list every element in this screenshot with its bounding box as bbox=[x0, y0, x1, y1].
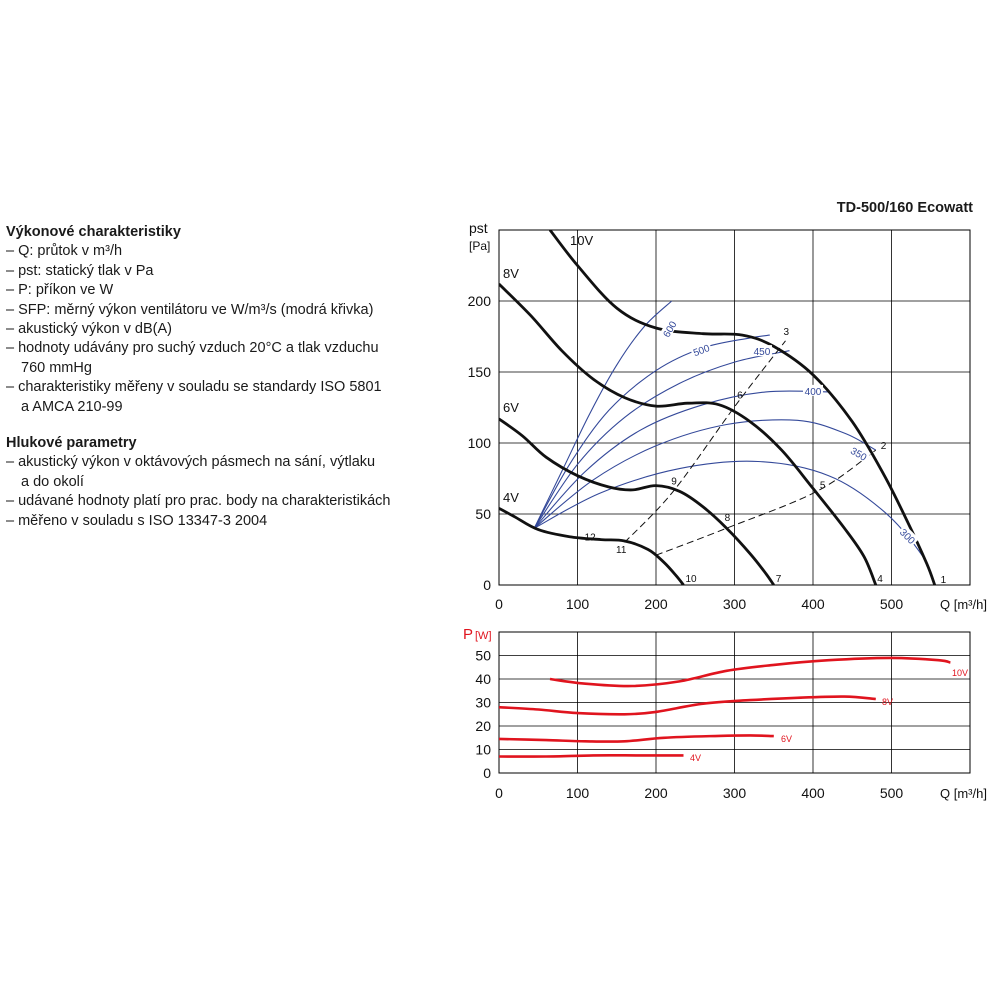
list-item: – SFP: měrný výkon ventilátoru ve W/m³/s (modrá křivka) bbox=[6, 301, 374, 318]
operating-point-label: 3 bbox=[783, 326, 790, 338]
power-curve-label: 4V bbox=[690, 753, 702, 763]
y-tick-label: 40 bbox=[475, 671, 491, 687]
power-curve-10V bbox=[550, 658, 950, 686]
sfp-label: 600 bbox=[661, 319, 680, 340]
list-item: – Q: průtok v m³/h bbox=[6, 243, 123, 260]
x-tick-label: 0 bbox=[495, 596, 503, 612]
x-tick-label: 400 bbox=[801, 785, 825, 801]
operating-point-label: 6 bbox=[737, 390, 743, 402]
operating-point-label: 4 bbox=[877, 574, 883, 585]
x-tick-label: 100 bbox=[565, 596, 590, 612]
x-tick-label: 400 bbox=[801, 596, 825, 612]
y-axis-unit: [W] bbox=[475, 630, 492, 642]
sfp-curve bbox=[534, 351, 789, 529]
x-tick-label: 300 bbox=[722, 596, 747, 612]
operating-point-label: 1 bbox=[940, 575, 947, 586]
list-item: – P: příkon ve W bbox=[6, 282, 114, 299]
list-item: a do okolí bbox=[21, 473, 84, 490]
sfp-curve bbox=[534, 301, 671, 528]
list-item: – pst: statický tlak v Pa bbox=[6, 262, 154, 279]
sfp-label: 450 bbox=[753, 347, 771, 359]
section-noise-title: Hlukové parametry bbox=[6, 435, 137, 452]
y-axis-label: P bbox=[463, 626, 474, 643]
top-curves-group bbox=[499, 230, 935, 585]
curve-voltage-label: 10V bbox=[570, 233, 594, 248]
list-item: – udávané hodnoty platí pro prac. body na charakteristikách bbox=[6, 493, 391, 510]
operating-point-label: 2 bbox=[880, 441, 887, 453]
operating-point-label: 8 bbox=[724, 513, 731, 525]
list-item: – charakteristiky měřeny v souladu se standardy ISO 5801 bbox=[6, 379, 382, 396]
y-axis-unit: [Pa] bbox=[469, 239, 491, 253]
operating-point-label: 10 bbox=[685, 574, 697, 585]
y-tick-label: 50 bbox=[475, 506, 491, 522]
y-tick-label: 50 bbox=[475, 647, 491, 664]
y-tick-label: 0 bbox=[483, 577, 491, 593]
y-tick-label: 0 bbox=[483, 765, 491, 781]
list-item: – akustický výkon v dB(A) bbox=[6, 321, 172, 338]
y-axis-label: pst bbox=[469, 220, 488, 236]
chart-title: TD-500/160 Ecowatt bbox=[836, 200, 973, 216]
y-tick-label: 200 bbox=[467, 293, 491, 309]
list-item: – měřeno v souladu s ISO 13347-3 2004 bbox=[6, 512, 268, 529]
x-tick-label: 300 bbox=[722, 785, 747, 801]
fan-curve-10V bbox=[550, 230, 935, 585]
system-curve-dashed bbox=[656, 450, 876, 555]
sfp-label: 400 bbox=[804, 386, 822, 398]
list-item: a AMCA 210-99 bbox=[21, 398, 123, 415]
fan-curve-6V bbox=[499, 419, 774, 585]
section-performance-title: Výkonové charakteristiky bbox=[6, 224, 181, 240]
curve-voltage-label: 6V bbox=[503, 400, 519, 415]
x-tick-label: 0 bbox=[495, 785, 503, 801]
power-curve-label: 10V bbox=[952, 668, 969, 678]
y-tick-label: 100 bbox=[467, 435, 491, 451]
sfp-label: 350 bbox=[848, 445, 869, 464]
x-tick-label: 200 bbox=[644, 596, 668, 612]
x-axis-label: Q [m³/h] bbox=[940, 597, 987, 612]
x-tick-label: 200 bbox=[644, 785, 668, 801]
x-tick-label: 500 bbox=[879, 785, 904, 801]
system-curve-dashed bbox=[625, 341, 786, 543]
operating-point-label: 12 bbox=[584, 532, 596, 544]
sfp-label: 300 bbox=[897, 527, 917, 547]
list-item: – hodnoty udávány pro suchý vzduch 20°C a tlak vzduchu bbox=[6, 340, 379, 357]
y-tick-label: 20 bbox=[475, 718, 491, 734]
operating-point-label: 11 bbox=[616, 545, 627, 557]
power-curve-6V bbox=[499, 735, 774, 741]
sfp-curve bbox=[534, 391, 828, 528]
y-tick-label: 10 bbox=[475, 741, 491, 758]
x-tick-label: 100 bbox=[565, 785, 590, 801]
curve-voltage-label: 8V bbox=[503, 266, 519, 281]
sfp-label: 500 bbox=[691, 343, 712, 360]
power-curve-8V bbox=[499, 697, 876, 715]
y-tick-label: 150 bbox=[467, 364, 491, 380]
x-axis-label: Q [m³/h] bbox=[940, 786, 987, 801]
y-tick-label: 30 bbox=[475, 694, 491, 711]
operating-point-label: 7 bbox=[775, 574, 782, 585]
power-curve-label: 6V bbox=[781, 734, 793, 744]
operating-point-label: 5 bbox=[819, 480, 826, 492]
list-item: 760 mmHg bbox=[21, 359, 92, 376]
curve-voltage-label: 4V bbox=[503, 490, 519, 505]
list-item: – akustický výkon v oktávových pásmech na sání, výtlaku bbox=[6, 454, 376, 471]
x-tick-label: 500 bbox=[879, 596, 904, 612]
power-curve-label: 8V bbox=[882, 697, 894, 707]
power-curve-4V bbox=[499, 755, 684, 756]
operating-point-label: 9 bbox=[671, 476, 677, 488]
